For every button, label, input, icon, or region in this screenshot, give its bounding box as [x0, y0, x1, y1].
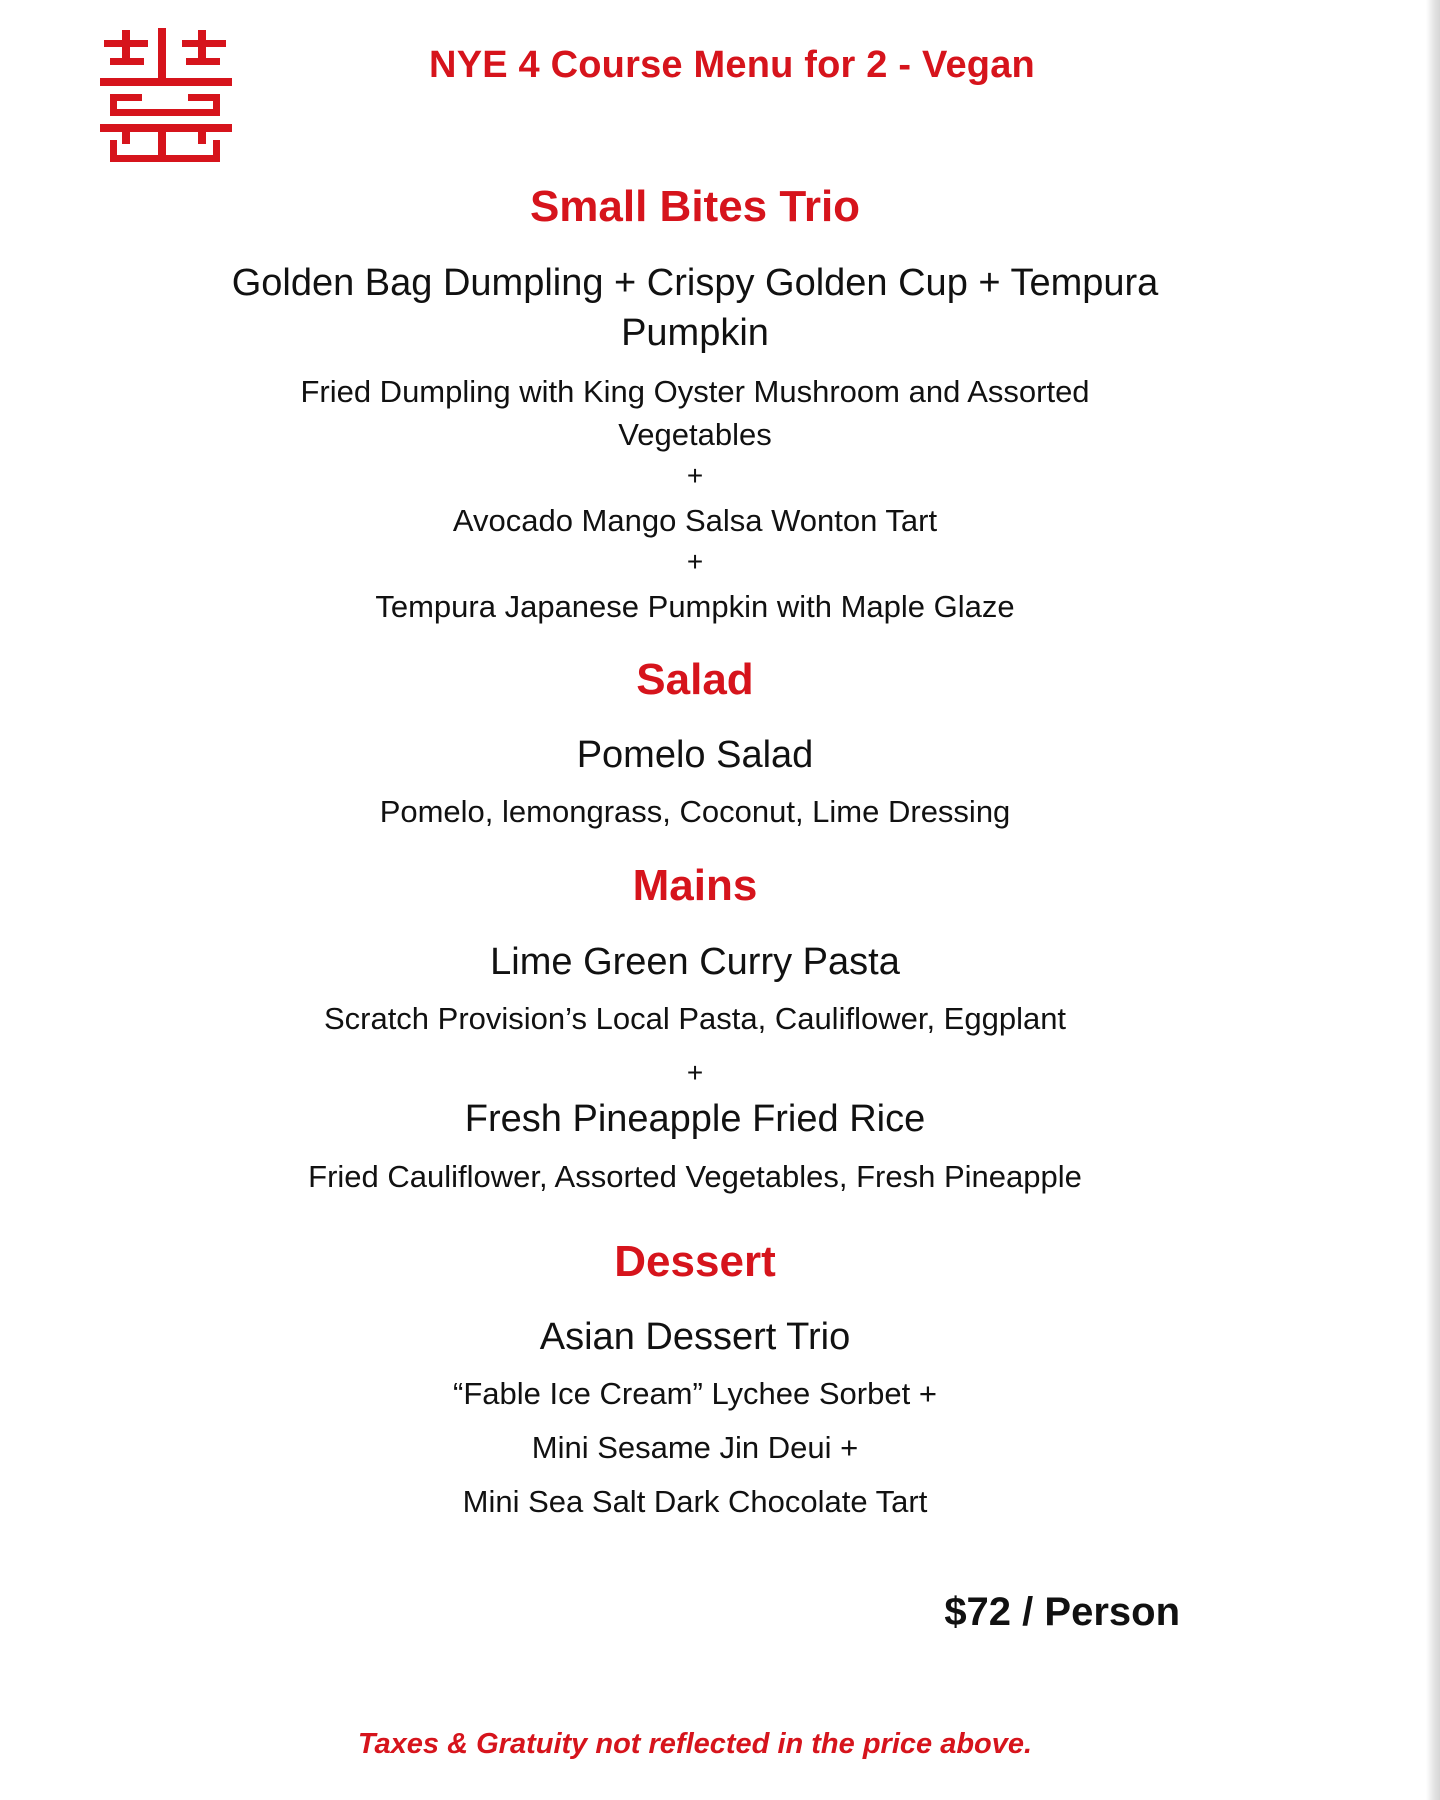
dish-name-pomelo-salad: Pomelo Salad [576, 734, 814, 776]
dish-desc-tempura-pumpkin: Tempura Japanese Pumpkin with Maple Glaze [375, 589, 1015, 624]
dish-name-pineapple-fried-rice: Fresh Pineapple Fried Rice [464, 1098, 926, 1140]
page-edge-shadow [1426, 0, 1440, 1800]
dessert-item-jin-deui: Mini Sesame Jin Deui + [531, 1430, 859, 1465]
dish-name-dessert-trio: Asian Dessert Trio [539, 1316, 851, 1358]
dish-name-small-bites-line2: Pumpkin [621, 312, 769, 354]
dish-desc-wonton-tart: Avocado Mango Salsa Wonton Tart [452, 503, 938, 538]
section-heading-small-bites: Small Bites Trio [529, 182, 861, 231]
dish-desc-curry-pasta: Scratch Provision’s Local Pasta, Cauliflower, Eggplant [323, 1001, 1067, 1036]
menu-title: NYE 4 Course Menu for 2 - Vegan [429, 44, 1035, 86]
plus-separator: + [686, 546, 704, 577]
dish-desc-pomelo-salad: Pomelo, lemongrass, Coconut, Lime Dressing [379, 794, 1011, 829]
plus-separator: + [686, 460, 704, 491]
dish-desc-dumpling-line1: Fried Dumpling with King Oyster Mushroom and Assorted [300, 374, 1090, 409]
dessert-item-chocolate-tart: Mini Sea Salt Dark Chocolate Tart [462, 1484, 928, 1519]
section-heading-mains: Mains [632, 861, 758, 910]
dessert-item-sorbet: “Fable Ice Cream” Lychee Sorbet + [453, 1376, 937, 1411]
dish-desc-pineapple-fried-rice: Fried Cauliflower, Assorted Vegetables, Fresh Pineapple [308, 1159, 1082, 1194]
section-heading-dessert: Dessert [614, 1237, 776, 1286]
plus-separator: + [686, 1057, 704, 1088]
price-per-person: $72 / Person [944, 1590, 1180, 1634]
dish-name-curry-pasta: Lime Green Curry Pasta [490, 941, 900, 983]
section-heading-salad: Salad [636, 655, 754, 704]
dish-name-small-bites-line1: Golden Bag Dumpling + Crispy Golden Cup + Tempura [231, 262, 1159, 304]
dish-desc-dumpling-line2: Vegetables [618, 417, 772, 452]
tax-disclaimer: Taxes & Gratuity not reflected in the price above. [357, 1728, 1033, 1760]
